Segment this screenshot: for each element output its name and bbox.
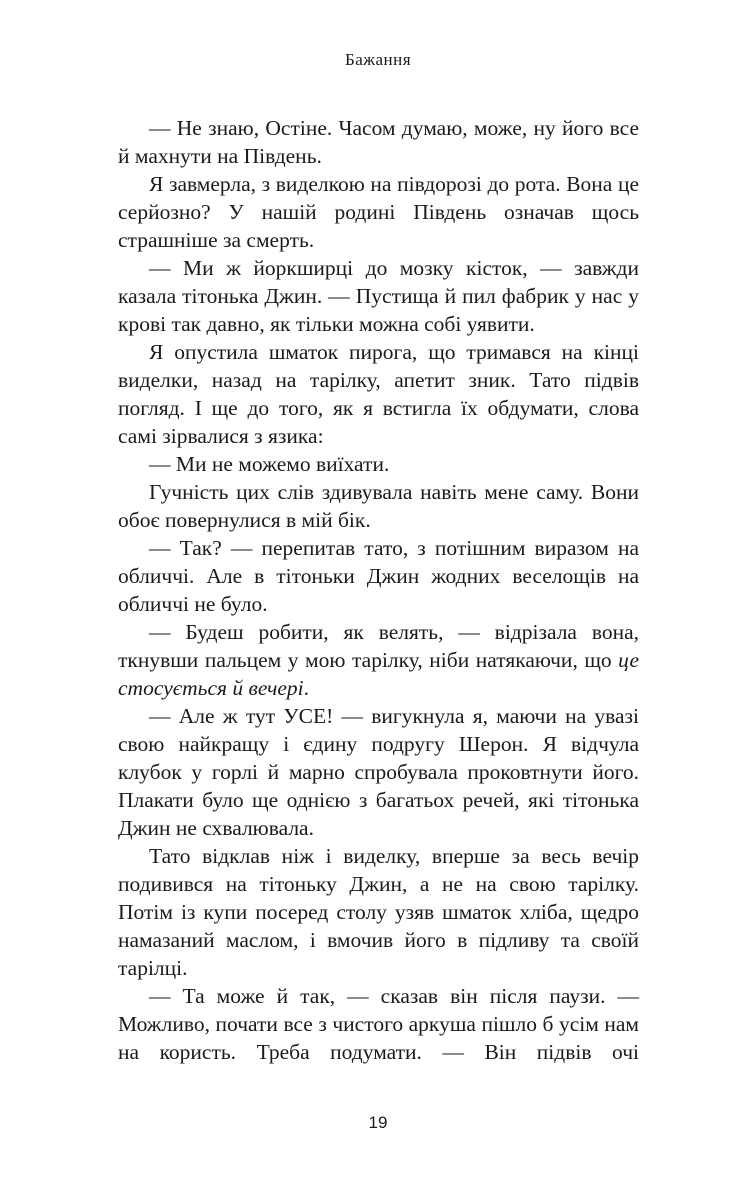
paragraph-3: — Ми ж йоркширці до мозку кісток, — завжди казала тітонька Джин. — Пустища й пил фабрик у нас у крові так давно, як тільки можна собі уявити.: [118, 256, 639, 336]
page-number: 19: [368, 1113, 388, 1132]
paragraph-7: — Так? — перепитав тато, з потішним виразом на обличчі. Але в тітоньки Джин жодних веселощів на обличчі не було.: [118, 536, 639, 616]
paragraph-8-text: — Будеш робити, як велять, — відрізала вона, ткнувши пальцем у мою тарілку, ніби натякаючи, що: [118, 620, 639, 672]
paragraph-5: — Ми не можемо виїхати.: [149, 452, 390, 476]
paragraph-10: Тато відклав ніж і виделку, вперше за весь вечір подивився на тітоньку Джин, а не на свою тарілку. Потім із купи посеред столу узяв шматок хліба, щедро намазаний маслом, і вмочив його в підливу та своїй тарілці.: [118, 844, 639, 980]
running-head: Бажання: [344, 50, 412, 69]
paragraph-1: — Не знаю, Остіне. Часом думаю, може, ну його все й махнути на Південь.: [118, 116, 639, 168]
paragraph-9: — Але ж тут УСЕ! — вигукнула я, маючи на увазі свою найкращу і єдину подругу Шерон. Я відчула клубок у горлі й марно спробувала проковтнути його. Плакати було ще однією з багатьох речей, які тітонька Джин не схвалювала.: [118, 704, 639, 840]
paragraph-2: Я завмерла, з виделкою на півдорозі до рота. Вона це серйозно? У нашій родині Південь означав щось страшніше за смерть.: [118, 172, 639, 252]
body-text: [118, 114, 639, 1066]
paragraph-8-italic: це стосується й вечері: [118, 648, 639, 700]
paragraph-6: Гучність цих слів здивувала навіть мене саму. Вони обоє повернулися в мій бік.: [118, 480, 639, 532]
paragraph-4: Я опустила шматок пирога, що тримався на кінці виделки, назад на тарілку, апетит зник. Тато підвів погляд. І ще до того, як я встигла їх обдумати, слова самі зірвалися з язика:: [118, 340, 639, 448]
paragraph-8: [118, 618, 639, 702]
paragraph-8-after: .: [303, 676, 309, 700]
paragraph-11: — Та може й так, — сказав він після паузи. — Можливо, почати все з чистого аркуша пішло б усім нам на користь. Треба подумати. — Він підвів очі: [118, 984, 639, 1064]
